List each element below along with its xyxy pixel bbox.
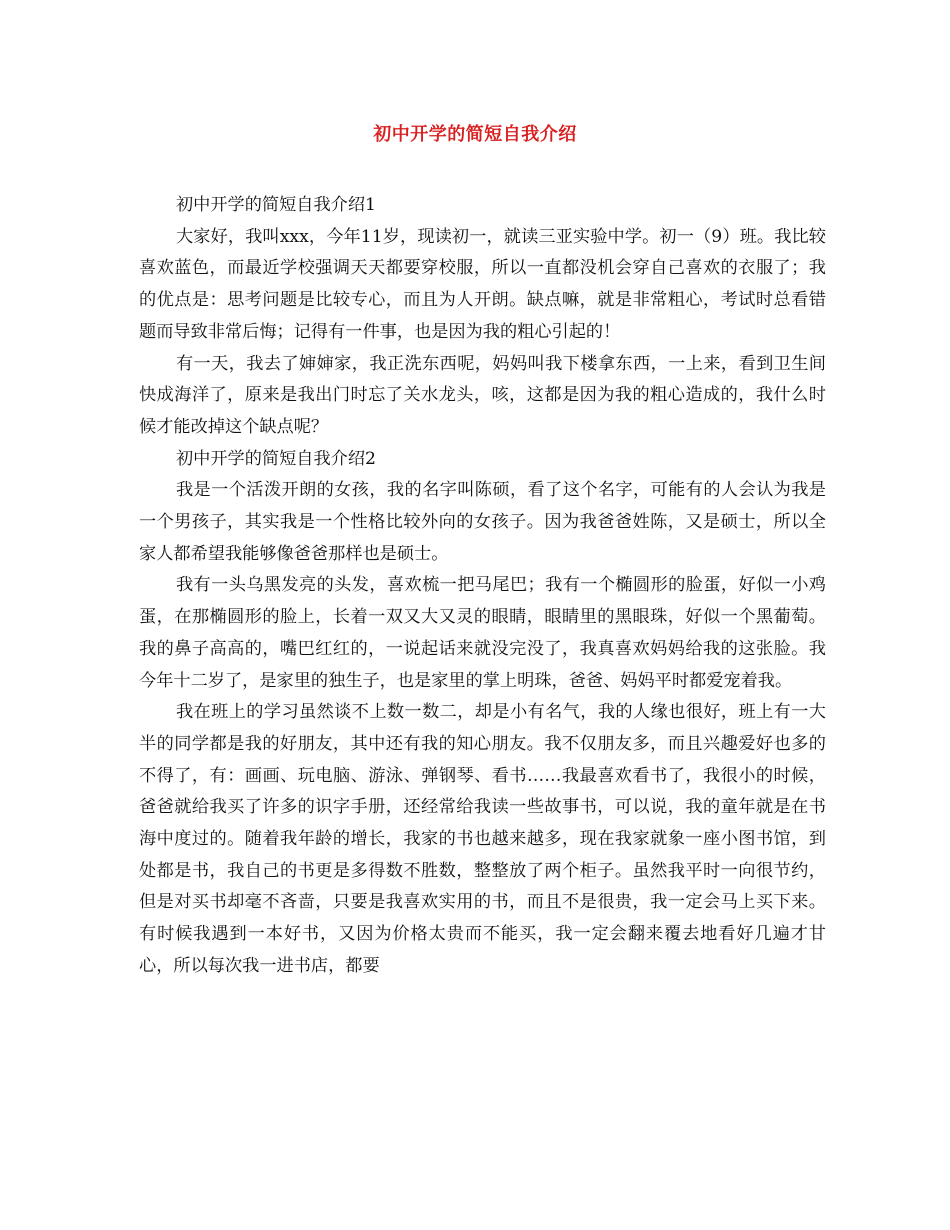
- document-body: [139, 190, 826, 983]
- paragraph: 我有一头乌黑发亮的头发，喜欢梳一把马尾巴；我有一个椭圆形的脸蛋，好似一小鸡蛋，在那椭圆形的脸上，长着一双又大又灵的眼睛，眼睛里的黑眼珠，好似一个黑葡萄。我的鼻子高高的，嘴巴红红的，一说起话来就没完没了，我真喜欢妈妈给我的这张脸。我今年十二岁了，是家里的独生子，也是家里的掌上明珠，爸爸、妈妈平时都爱宠着我。: [139, 575, 826, 691]
- paragraph: 我是一个活泼开朗的女孩，我的名字叫陈硕，看了这个名字，可能有的人会认为我是一个男孩子，其实我是一个性格比较外向的女孩子。因为我爸爸姓陈，又是硕士，所以全家人都希望我能够像爸爸那样也是硕士。: [139, 480, 826, 564]
- document-title: 初中开学的简短自我介绍: [373, 124, 577, 145]
- paragraph: 有一天，我去了婶婶家，我正洗东西呢，妈妈叫我下楼拿东西，一上来，看到卫生间快成海洋了，原来是我出门时忘了关水龙头，咳，这都是因为我的粗心造成的，我什么时候才能改掉这个缺点呢？: [139, 353, 826, 437]
- section-heading: 初中开学的简短自我介绍2: [175, 448, 376, 469]
- paragraph: 大家好，我叫xxx，今年11岁，现读初一，就读三亚实验中学。初一（9）班。我比较喜欢蓝色，而最近学校强调天天都要穿校服，所以一直都没机会穿自己喜欢的衣服了；我的优点是：思考问题是比较专心，而且为人开朗。缺点嘛，就是非常粗心，考试时总看错题而导致非常后悔；记得有一件事，也是因为我的粗心引起的！: [139, 226, 826, 342]
- paragraph: 我在班上的学习虽然谈不上数一数二，却是小有名气，我的人缘也很好，班上有一大半的同学都是我的好朋友，其中还有我的知心朋友。我不仅朋友多，而且兴趣爱好也多的不得了，有：画画、玩电脑、游泳、弹钢琴、看书……我最喜欢看书了，我很小的时候，爸爸就给我买了许多的识字手册，还经常给我读一些故事书，可以说，我的童年就是在书海中度过的。随着我年龄的增长，我家的书也越来越多，现在我家就象一座小图书馆，到处都是书，我自己的书更是多得数不胜数，整整放了两个柜子。虽然我平时一向很节约，但是对买书却毫不吝啬，只要是我喜欢实用的书，而且不是很贵，我一定会马上买下来。有时候我遇到一本好书，又因为价格太贵而不能买，我一定会翻来覆去地看好几遍才甘心，所以每次我一进书店，都要: [139, 702, 826, 976]
- section-heading: 初中开学的简短自我介绍1: [175, 195, 376, 215]
